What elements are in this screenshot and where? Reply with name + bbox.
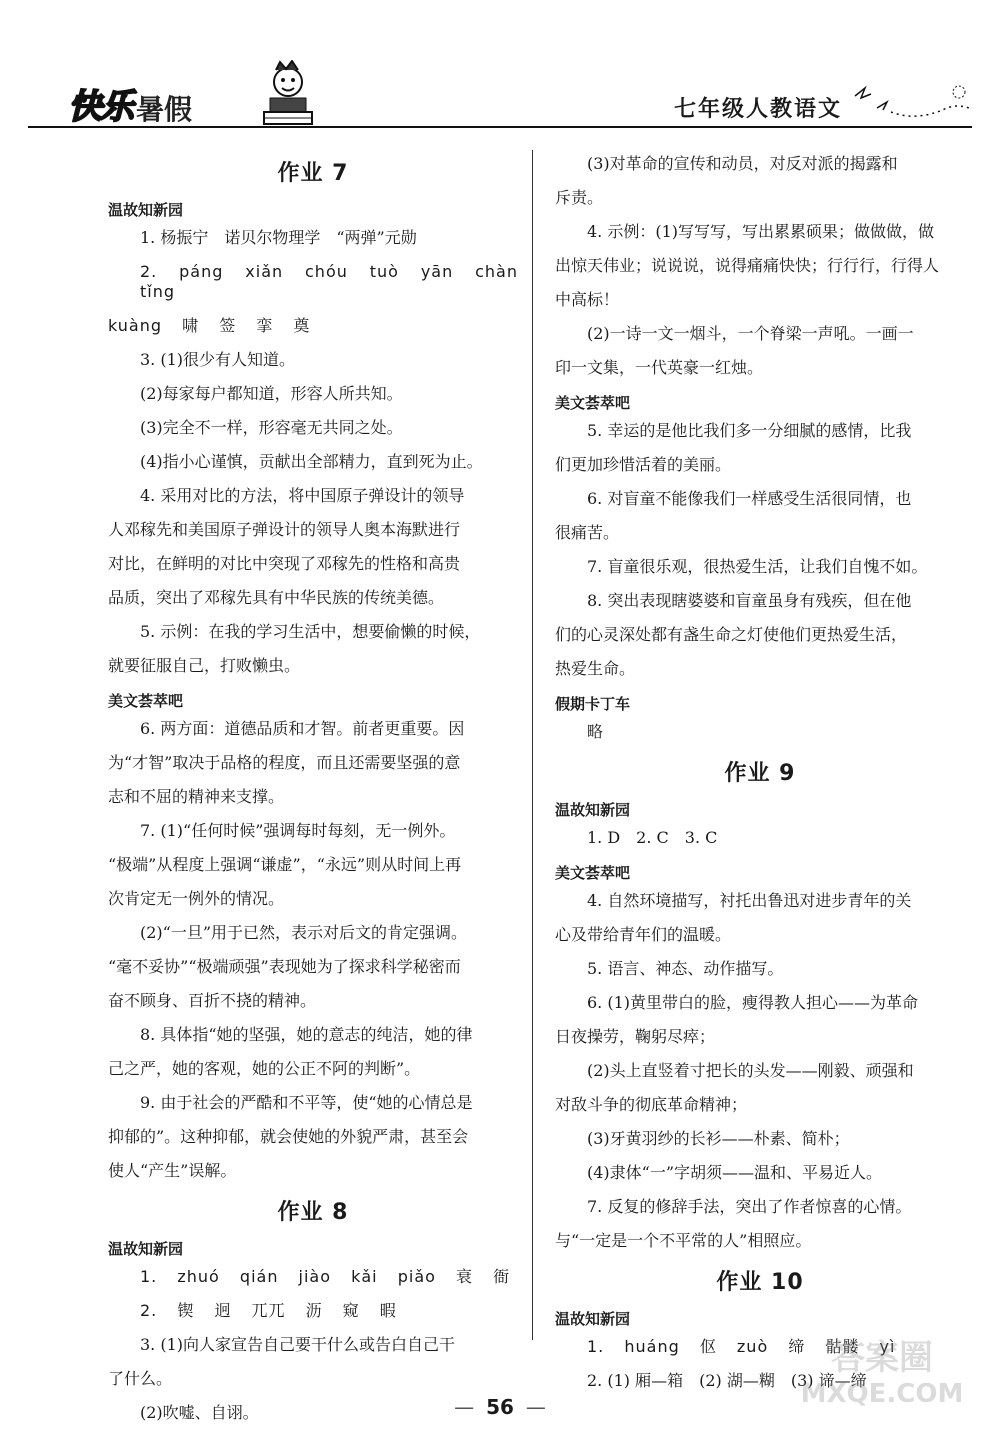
header-rule [28,126,972,128]
section-review: 温故知新园 [555,801,631,819]
answer-line: 8. 突出表现瞎婆婆和盲童虽身有残疾，但在他 [587,591,912,610]
answer-line: 次肯定无一例外的情况。 [108,889,285,908]
answer-line: 3. (1)向人家宣告自己要干什么或告白自己干 [140,1335,456,1354]
page-number-value: 56 [486,1395,514,1419]
answer-line: kuàng 啸 签 挛 奠 [108,316,311,335]
answer-line: 了什么。 [108,1369,173,1388]
answer-line: 1. zhuó qián jiào kǎi piǎo 衰 衙 [140,1267,511,1286]
answer-line: 2. 锲 迥 兀兀 沥 窥 暇 [140,1301,397,1320]
answer-line: (3)完全不一样，形容毫无共同之处。 [140,418,403,437]
logo-text-kuaile: 快乐 [68,87,132,127]
answer-line: 7. 盲童很乐观，很热爱生活，让我们自愧不如。 [587,557,928,576]
answer-line: 品质，突出了邓稼先具有中华民族的传统美德。 [108,588,445,607]
answer-line: 7. (1)“任何时候”强调每时每刻，无一例外。 [140,821,456,840]
answer-line: 对比，在鲜明的对比中突现了邓稼先的性格和高贵 [108,554,461,573]
page-number-dash-right: — [525,1395,546,1419]
answer-line: 人邓稼先和美国原子弹设计的领导人奥本海默进行 [108,520,461,539]
answer-line: 6. 对盲童不能像我们一样感受生活很同情，也 [587,489,912,508]
answer-line: 2. (1) 厢—箱 (2) 湖—糊 (3) 谛—缔 [587,1371,867,1390]
answer-line: 5. 示例：在我的学习生活中，想要偷懒的时候， [140,622,481,641]
homework-8-title: 作业 8 [277,1200,349,1225]
answer-line: (2)每家每户都知道，形容人所共知。 [140,384,403,403]
answer-line: (2)头上直竖着寸把长的头发——刚毅、顽强和 [587,1061,914,1080]
section-review: 温故知新园 [108,201,184,219]
section-reading: 美文荟萃吧 [555,394,631,412]
answer-line: 出惊天伟业；说说说，说得痛痛快快；行行行，行得人 [555,256,940,275]
answer-line: 3. (1)很少有人知道。 [140,350,296,369]
answer-line: 1. 杨振宁 诺贝尔物理学 “两弹”元勋 [140,228,417,247]
answer-line: 就要征服自己，打败懒虫。 [108,656,301,675]
answer-line: (3)牙黄羽纱的长衫——朴素、简朴； [587,1129,850,1148]
page-header [28,60,972,132]
answer-line: 6. 两方面：道德品质和才智。前者更重要。因 [140,719,465,738]
answer-line: 己之严，她的客观，她的公正不阿的判断”。 [108,1059,421,1078]
answer-line: 很痛苦。 [555,523,620,542]
left-column [108,150,518,1437]
homework-9-title: 作业 9 [724,761,796,786]
answer-line: 4. 自然环境描写，衬托出鲁迅对进步青年的关 [587,891,912,910]
right-column [555,150,965,1405]
answer-line: 心及带给青年们的温暖。 [555,925,732,944]
answer-line: 5. 幸运的是他比我们多一分细腻的感情，比我 [587,421,912,440]
page-number-dash-left: — [454,1395,475,1419]
section-reading: 美文荟萃吧 [555,864,631,882]
section-reading: 美文荟萃吧 [108,692,184,710]
answer-line: “极端”从程度上强调“谦虚”，“永远”则从时间上再 [108,855,462,874]
answer-line: 8. 具体指“她的坚强，她的意志的纯洁，她的律 [140,1025,473,1044]
answer-line: 7. 反复的修辞手法，突出了作者惊喜的心情。 [587,1197,912,1216]
book-logo [68,70,192,128]
answer-line: (2)一诗一文一烟斗，一个脊梁一声吼。一画一 [587,324,914,343]
homework-10-title: 作业 10 [716,1270,804,1295]
answer-line: 4. 示例：(1)写写写，写出累累硕果；做做做，做 [587,222,935,241]
answer-line: 6. (1)黄里带白的脸，瘦得教人担心——为革命 [587,993,919,1012]
answer-line: 1. huáng 伛 zuò 缔 骷髅 yì [587,1337,896,1356]
answer-line: “毫不妥协”“极端顽强”表现她为了探求科学秘密而 [108,957,461,976]
answer-line: 对敌斗争的彻底革命精神； [555,1095,748,1114]
section-holiday: 假期卡丁车 [555,695,631,713]
answer-line: 日夜操劳，鞠躬尽瘁； [555,1027,716,1046]
answer-line: 1. D 2. C 3. C [587,828,718,847]
watermark-line1: 答案圈 [831,1338,933,1378]
answer-line: 奋不顾身、百折不挠的精神。 [108,991,317,1010]
answer-line: 印一文集，一代英豪一红烛。 [555,358,764,377]
answer-line: 为“才智”取决于品格的程度，而且还需要坚强的意 [108,753,461,772]
homework-7-title: 作业 7 [277,161,349,186]
watermark-line2: MXQE.COM [800,1379,964,1409]
section-review: 温故知新园 [108,1240,184,1258]
logo-text-shujia: 暑假 [136,93,193,126]
section-review: 温故知新园 [555,1310,631,1328]
answer-line: 2. páng xiǎn chóu tuò yān chàn tǐng [140,262,518,301]
column-divider [532,150,533,1340]
answer-line: 抑郁的”。这种抑郁，就会使她的外貌严肃，甚至会 [108,1127,469,1146]
answer-line: (4)指小心谨慎，贡献出全部精力，直到死为止。 [140,452,483,471]
answer-line: 中高标！ [555,290,620,309]
answer-line: 斥责。 [555,188,604,207]
answer-line: 略 [587,722,604,741]
answer-line: 热爱生命。 [555,659,636,678]
answer-line: 9. 由于社会的严酷和不平等，使“她的心情总是 [140,1093,473,1112]
answer-line: (2)吹嘘、自诩。 [140,1403,259,1422]
answer-line: 们的心灵深处都有盏生命之灯使他们更热爱生活， [555,625,908,644]
answer-line: (4)隶体“一”字胡须——温和、平易近人。 [587,1163,883,1182]
answer-line: (3)对革命的宣传和动员，对反对派的揭露和 [587,154,898,173]
answer-line: 与“一定是一个不平常的人”相照应。 [555,1231,812,1250]
book-subject-title: 七年级人教语文 [673,97,842,122]
watermark-logo [782,1330,982,1425]
mascot-icon [258,60,318,128]
answer-line: 4. 采用对比的方法，将中国原子弹设计的领导 [140,486,465,505]
answer-line: 志和不屈的精神来支撑。 [108,787,285,806]
answer-line: (2)“一旦”用于已然，表示对后文的肯定强调。 [140,923,468,942]
answer-line: 们更加珍惜活着的美丽。 [555,455,732,474]
bird-dots-decoration-icon [847,78,972,128]
answer-line: 5. 语言、神态、动作描写。 [587,959,784,978]
answer-line: 使人“产生”误解。 [108,1161,237,1180]
